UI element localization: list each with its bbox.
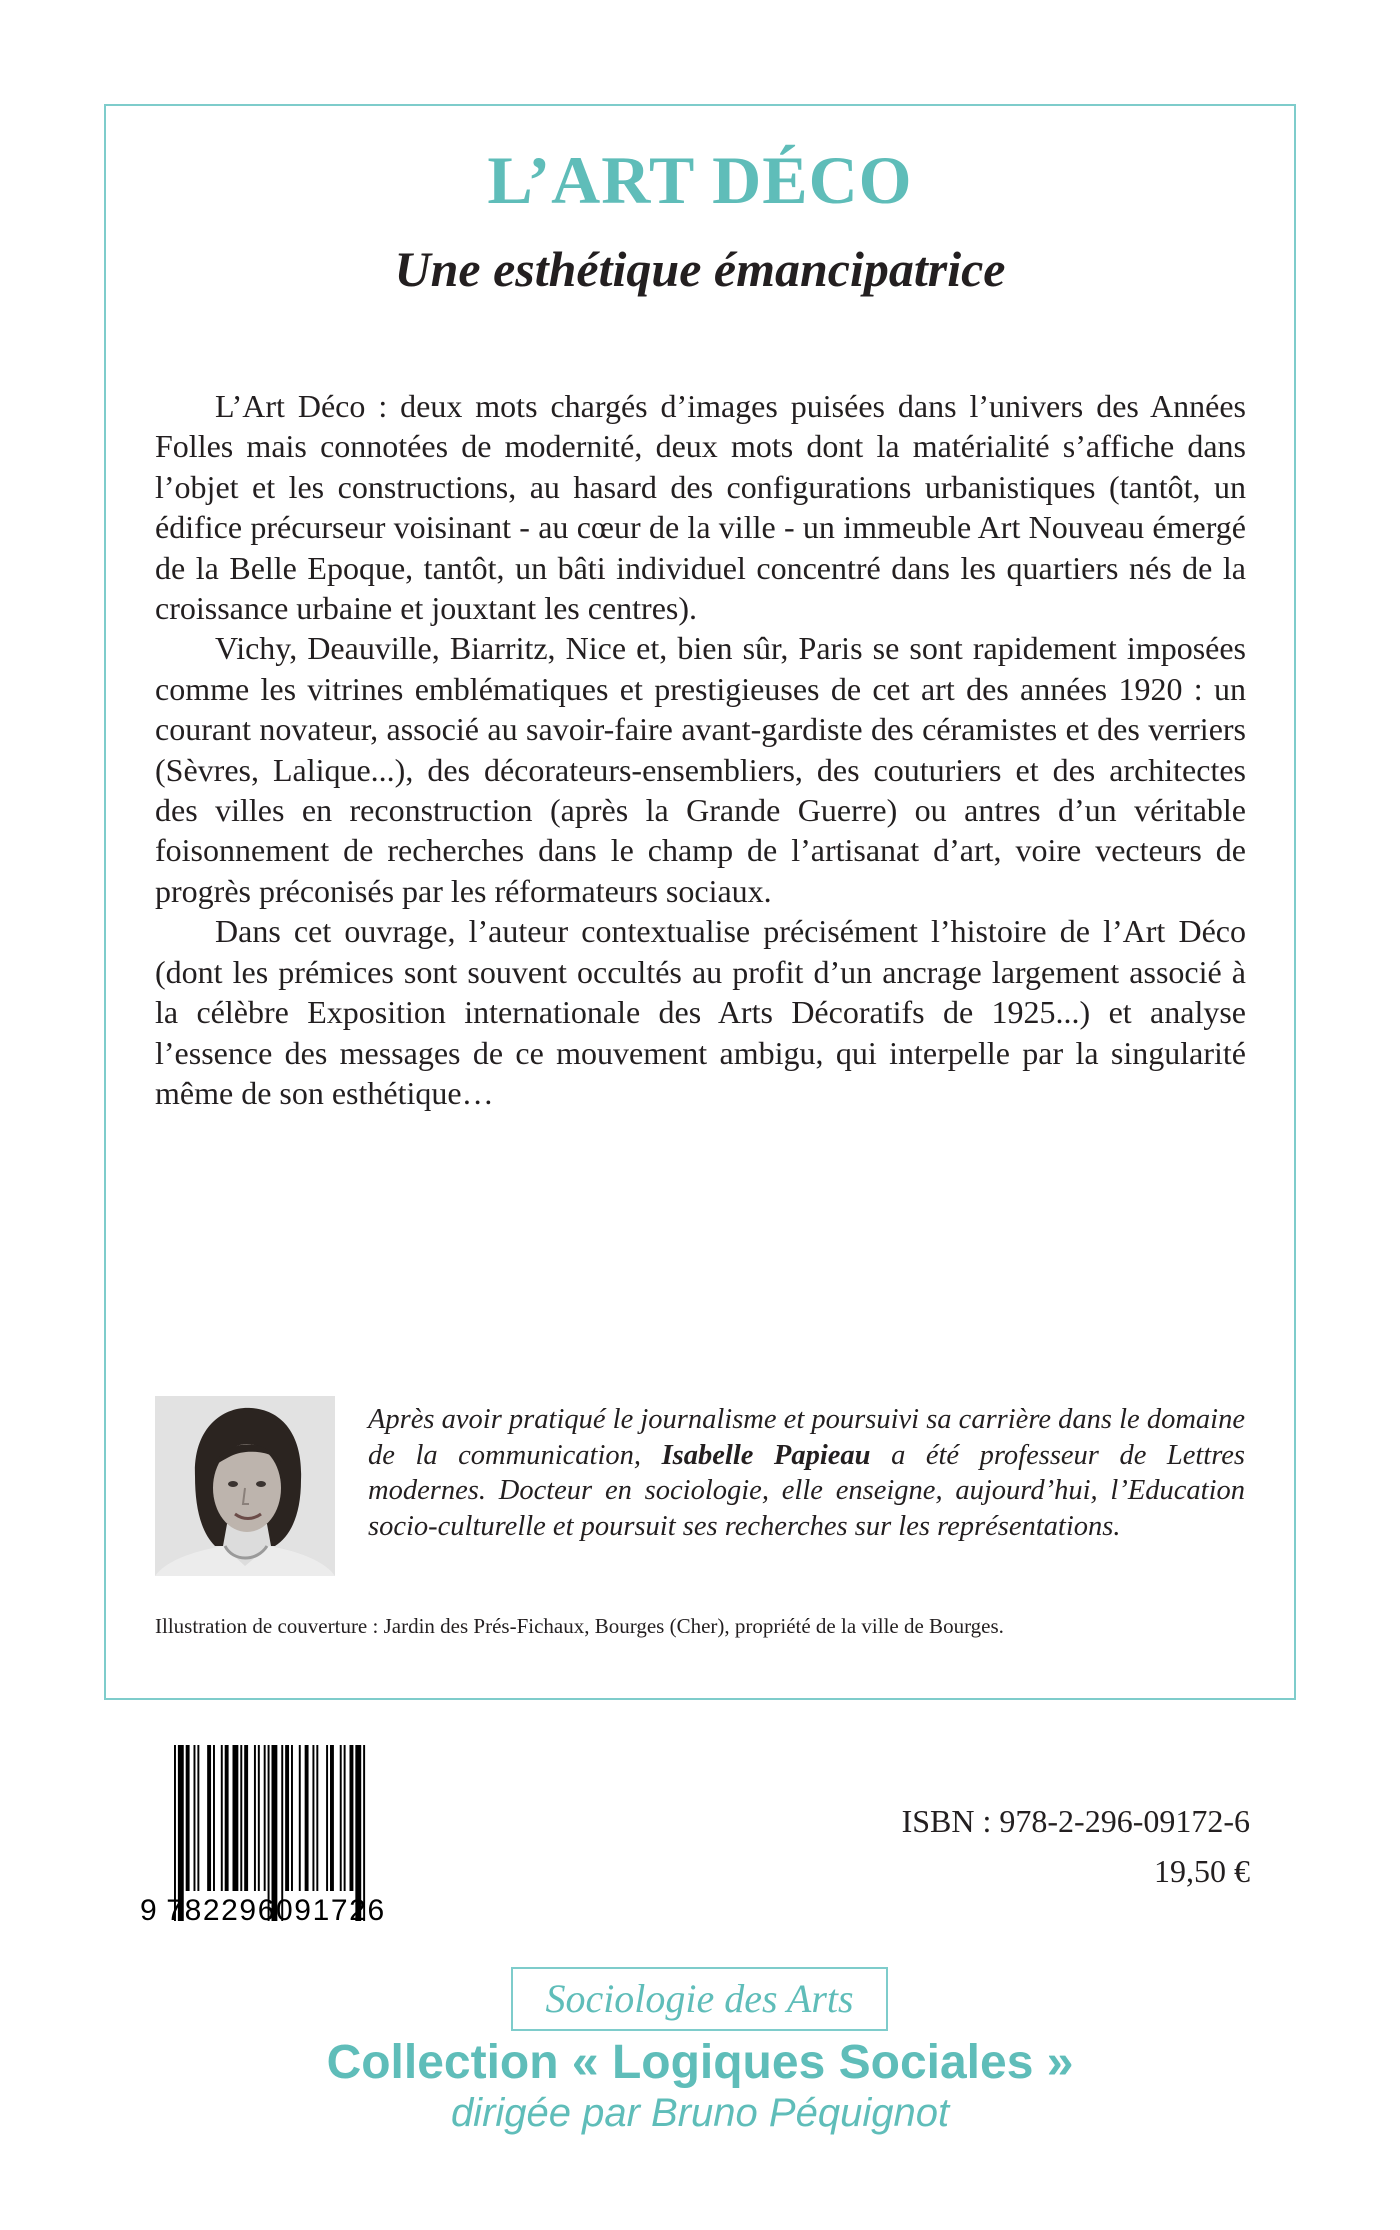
author-portrait — [155, 1396, 335, 1576]
barcode-bar — [305, 1745, 309, 1891]
isbn-number: ISBN : 978-2-296-09172-6 — [901, 1803, 1250, 1839]
barcode-bar — [213, 1745, 215, 1891]
barcode-bar — [221, 1745, 223, 1891]
author-name: Isabelle Papieau — [661, 1439, 871, 1471]
blurb-paragraph: Dans cet ouvrage, l’auteur contextualise précisément l’histoire de l’Art Déco (dont les prémices sont souvent occultés au profit d’un ancrage largement associé à la célèbre Exposition internationale des Arts Décoratifs de 1925...) et analyse l’essence des messages de ce mouvement ambigu, qui interpelle par la singularité même de son esthétique… — [155, 913, 1246, 1111]
barcode-group-one: 782296 — [166, 1894, 277, 1927]
barcode-bar — [225, 1745, 229, 1891]
blurb-paragraph: Vichy, Deauville, Biarritz, Nice et, bien sûr, Paris se sont rapidement imposées comme les vitrines emblématiques et prestigieuses de cet art des années 1920 : un courant novateur, associé au savoir-faire avant-gardiste des céramistes et des verriers (Sèvres, Lalique...), des décorateurs-ensembliers, des couturiers et des architectes des villes en reconstruction (après la Grande Guerre) ou antres d’un véritable foisonnement de recherches dans le champ de l’artisanat d’art, voire vecteurs de progrès préconisés par les réformateurs sociaux. — [155, 630, 1246, 909]
barcode-bar — [207, 1745, 211, 1891]
collection-director: dirigée par Bruno Péquignot — [450, 2091, 950, 2135]
barcode-bar — [330, 1745, 334, 1891]
blurb-paragraph: L’Art Déco : deux mots chargés d’images puisées dans l’univers des Années Folles mais connotées de modernité, deux mots dont la matérialité s’affiche dans l’objet et les constructions, au hasard des configurations urbanistiques (tantôt, un édifice précurseur voisinant - au cœur de la ville - un immeuble Art Nouveau émergé de la Belle Epoque, tantôt, un bâti individuel concentré dans les quartiers nés de la croissance urbaine et jouxtant les centres). — [155, 388, 1246, 627]
barcode-group-two: 091726 — [276, 1894, 386, 1927]
barcode-bar — [340, 1745, 342, 1891]
cover-illustration-credit: Illustration de couverture : Jardin des Prés-Fichaux, Bourges (Cher), propriété de la ville de Bourges. — [155, 1614, 1004, 1638]
barcode-bar — [344, 1745, 346, 1891]
barcode-bar — [233, 1745, 239, 1891]
back-cover-frame — [104, 104, 1296, 1700]
barcode-bar — [264, 1745, 266, 1891]
book-title: L’ART DÉCO — [487, 142, 913, 218]
book-subtitle: Une esthétique émancipatrice — [394, 241, 1006, 297]
price: 19,50 € — [1154, 1853, 1250, 1889]
barcode-lead-digit: 9 — [140, 1894, 159, 1927]
author-bio — [368, 1402, 1245, 1544]
barcode-bar — [299, 1745, 301, 1891]
barcode-bar — [350, 1745, 354, 1891]
barcode-bar — [291, 1745, 293, 1891]
barcode-bar — [186, 1745, 190, 1891]
barcode-bar — [254, 1745, 256, 1891]
barcode-bar — [285, 1745, 289, 1891]
barcode-bar — [240, 1745, 242, 1891]
author-bio-end: a été professeur de Lettres modernes. Docteur en sociologie, elle enseigne, aujourd’hui, l’Education socio-culturelle et poursuit ses recherches sur les représentations. — [368, 1439, 1245, 1542]
collection-name: Collection « Logiques Sociales » — [326, 2036, 1074, 2089]
barcode-bar — [194, 1745, 196, 1891]
barcode-digits — [140, 1896, 440, 1926]
barcode-bar — [326, 1745, 328, 1891]
barcode-bar — [258, 1745, 260, 1891]
blurb — [155, 386, 1246, 1113]
barcode-bar — [197, 1745, 199, 1891]
barcode-bar — [312, 1745, 314, 1891]
barcode-bar — [244, 1745, 248, 1891]
barcode-bar — [316, 1745, 318, 1891]
author-bio-start: Après avoir pratiqué le journalisme et poursuivi sa carrière dans le domaine de la communication, — [368, 1404, 1245, 1471]
series-label: Sociologie des Arts — [511, 1967, 888, 2031]
